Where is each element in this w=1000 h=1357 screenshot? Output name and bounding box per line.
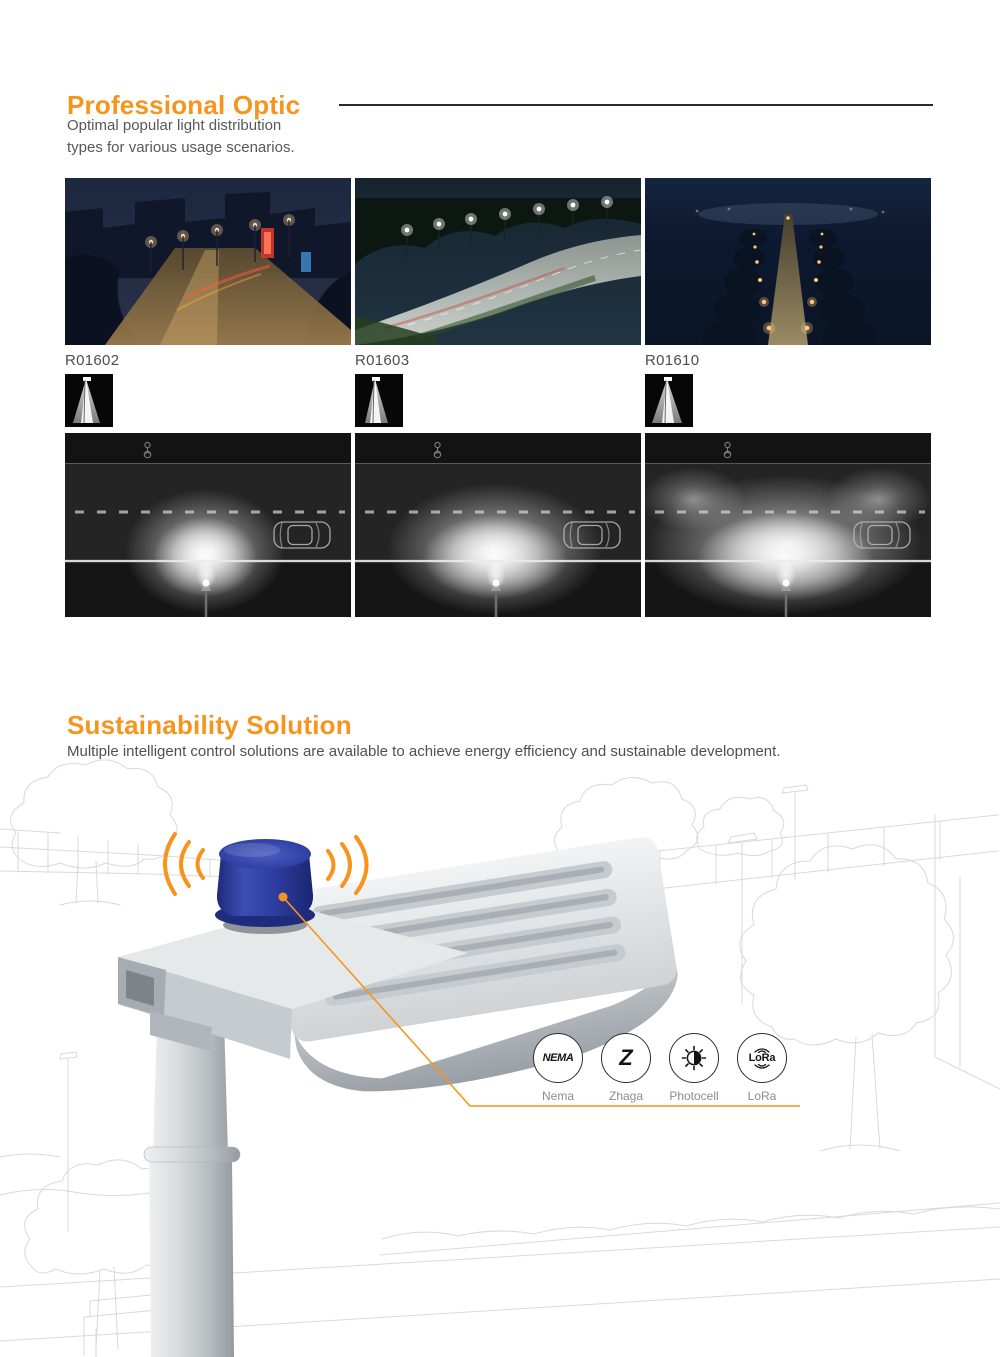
zhaga-glyph: Z [619,1045,633,1070]
icon-label: Photocell [669,1089,719,1103]
light-distribution-sim-1 [65,433,351,617]
photocell-item [660,1033,728,1103]
optic-code-3: R01610 [645,352,700,369]
lora-glyph: LoRa [748,1051,776,1064]
lora-wave-bottom [749,1064,775,1071]
nema-icon [533,1033,583,1083]
street-photo-3-art [645,178,931,345]
standards-icons-row [524,1033,796,1103]
optic-code-2: R01603 [355,352,410,369]
sustainability-section-subtitle: Multiple intelligent control solutions are available to achieve energy efficiency and sustainable development. [67,743,781,760]
optic-section-subtitle: Optimal popular light distribution types for various usage scenarios. [67,117,295,156]
photocell-icon [669,1033,719,1083]
icon-label: Zhaga [608,1089,644,1103]
lora-icon [737,1033,787,1083]
icon-label: LoRa [747,1089,777,1103]
beam-pattern-thumb-2 [355,374,403,427]
light-distribution-sim-2 [355,433,641,617]
nema-item [524,1033,592,1103]
optic-section-title: Professional Optic [67,89,301,120]
nema-glyph: NEMA [542,1052,574,1064]
zhaga-icon [601,1033,651,1083]
light-distribution-sim-3 [645,433,931,617]
zhaga-item [592,1033,660,1103]
streetlight-pole [144,1020,240,1357]
divider-line [339,104,933,106]
photocell-sun-glyph [681,1045,707,1071]
smart-controller [215,839,315,934]
streetlight-illustration [0,757,1000,1357]
street-photo-1-art [65,178,351,345]
lora-item [728,1033,796,1103]
street-photo-3 [645,178,931,345]
street-photo-2 [355,178,641,345]
icon-label: Nema [541,1089,574,1103]
beam-pattern-thumb-3 [645,374,693,427]
street-photo-1 [65,178,351,345]
beam-pattern-thumb-1 [65,374,113,427]
street-photo-2-art [355,178,641,345]
optic-code-1: R01602 [65,352,120,369]
sustainability-section-title: Sustainability Solution [67,709,352,740]
